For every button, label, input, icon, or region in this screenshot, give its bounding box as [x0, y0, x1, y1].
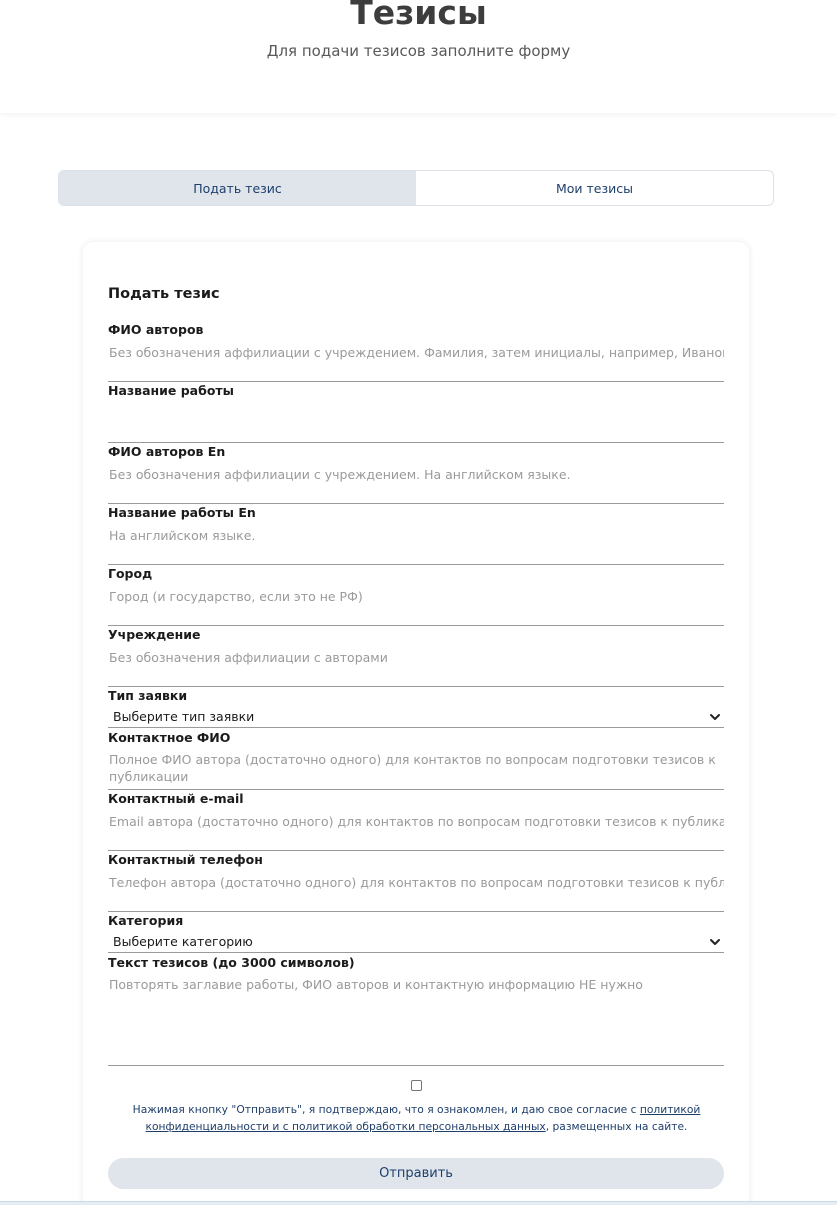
- form-title: Подать тезис: [108, 286, 220, 302]
- page-title: Тезисы: [350, 0, 487, 32]
- abstract-text-label: Текст тезисов (до 3000 символов): [108, 955, 355, 970]
- contact-email-input[interactable]: [108, 811, 724, 851]
- contact-phone-input[interactable]: [108, 872, 724, 912]
- category-select[interactable]: [108, 932, 724, 953]
- authors-label: ФИО авторов: [108, 322, 204, 337]
- chevron-down-icon: [708, 935, 722, 949]
- authors-en-input[interactable]: [108, 464, 724, 504]
- institution-label: Учреждение: [108, 627, 201, 642]
- page-header: [0, 0, 837, 113]
- contact-name-label: Контактное ФИО: [108, 730, 231, 745]
- city-label: Город: [108, 566, 153, 581]
- tab-bar: [58, 170, 774, 206]
- contact-name-input[interactable]: [108, 750, 724, 790]
- application-type-value: Выберите тип заявки: [113, 709, 255, 724]
- consent-text-before: Нажимая кнопку "Отправить", я подтверждаю, что я ознакомлен, и даю свое согласие с: [132, 1103, 637, 1116]
- submit-button[interactable]: Отправить: [108, 1158, 724, 1189]
- authors-en-label: ФИО авторов En: [108, 444, 226, 459]
- work-title-input[interactable]: [108, 403, 724, 443]
- privacy-policy-link[interactable]: политикой конфиденциальности и с политикой обработки персональных данных: [145, 1103, 701, 1133]
- consent-checkbox[interactable]: [411, 1080, 422, 1091]
- tab-submit-abstract[interactable]: Подать тезис: [59, 171, 416, 205]
- contact-email-label: Контактный e-mail: [108, 791, 244, 806]
- page-subtitle: Для подачи тезисов заполните форму: [266, 42, 571, 60]
- authors-input[interactable]: [108, 342, 724, 382]
- institution-input[interactable]: [108, 647, 724, 687]
- category-value: Выберите категорию: [113, 934, 253, 949]
- application-type-select[interactable]: [108, 707, 724, 728]
- chevron-down-icon: [708, 710, 722, 724]
- work-title-label: Название работы: [108, 383, 234, 398]
- tab-my-abstracts[interactable]: Мои тезисы: [555, 180, 633, 196]
- bottom-divider: [0, 1201, 837, 1205]
- work-title-en-input[interactable]: [108, 525, 724, 565]
- application-type-label: Тип заявки: [108, 688, 188, 703]
- abstract-text-input[interactable]: [108, 975, 724, 1066]
- category-label: Категория: [108, 913, 184, 928]
- work-title-en-label: Название работы En: [108, 505, 256, 520]
- consent-text: [130, 1101, 703, 1135]
- city-input[interactable]: [108, 586, 724, 626]
- contact-phone-label: Контактный телефон: [108, 852, 263, 867]
- consent-text-after: , размещенных на сайте.: [545, 1120, 688, 1133]
